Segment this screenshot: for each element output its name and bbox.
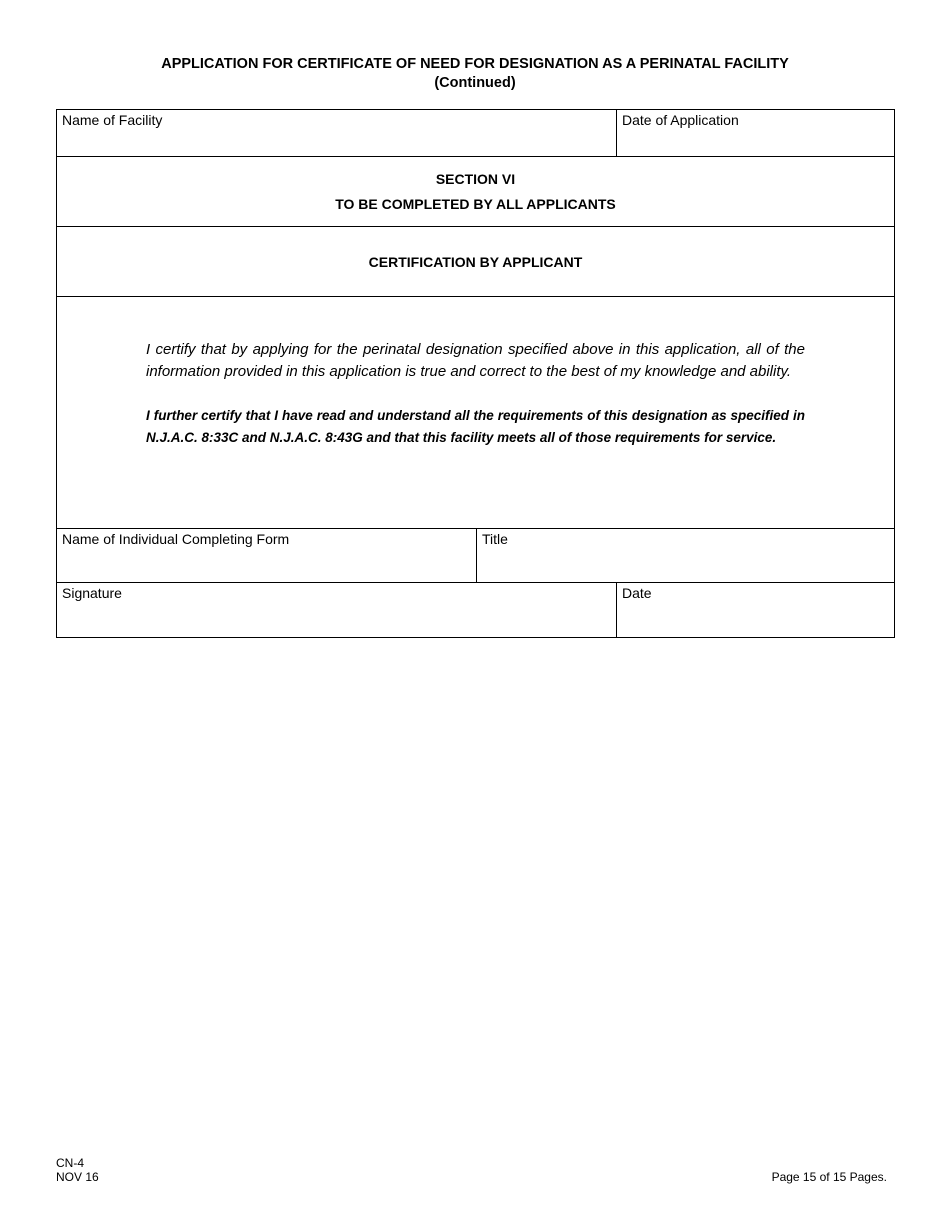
requirements-statement: I further certify that I have read and understand all the requirements of this designation as specified in N.J.A.C. 8:33C and N.J.A.C. 8:43G and that this facility meets all of those requirements for service. [146,408,805,445]
facility-row [57,110,894,157]
certification-statement-row [57,297,894,529]
form-revision: NOV 16 [56,1170,99,1184]
individual-name-field[interactable] [57,529,476,582]
signature-label: Signature [62,585,122,601]
certification-form [56,109,895,638]
individual-name-label: Name of Individual Completing Form [62,531,290,547]
form-code-block [56,1156,99,1184]
page-number: Page 15 of 15 Pages. [771,1170,887,1184]
facility-name-field[interactable] [57,110,616,156]
page-subtitle: (Continued) [434,75,516,91]
application-date-field[interactable] [616,110,894,156]
page-title-block [0,55,950,93]
form-code: CN-4 [56,1156,85,1170]
certification-header-row [57,227,894,297]
signature-field[interactable] [57,583,616,637]
application-date-label: Date of Application [622,112,739,128]
title-field[interactable] [476,529,894,582]
page-title: APPLICATION FOR CERTIFICATE OF NEED FOR DESIGNATION AS A PERINATAL FACILITY [161,56,789,72]
individual-row [57,529,894,583]
certification-heading: CERTIFICATION BY APPLICANT [368,253,583,270]
section-header-row [57,157,894,227]
certification-statement: I certify that by applying for the perinatal designation specified above in this application, all of the information provided in this application is true and correct to the best of my knowledge and ability. [146,341,805,380]
section-heading: SECTION VI [435,170,516,187]
signature-row [57,583,894,637]
date-label: Date [622,585,652,601]
date-field[interactable] [616,583,894,637]
facility-name-label: Name of Facility [62,112,163,128]
title-label: Title [482,531,508,547]
section-instruction: TO BE COMPLETED BY ALL APPLICANTS [335,195,616,212]
